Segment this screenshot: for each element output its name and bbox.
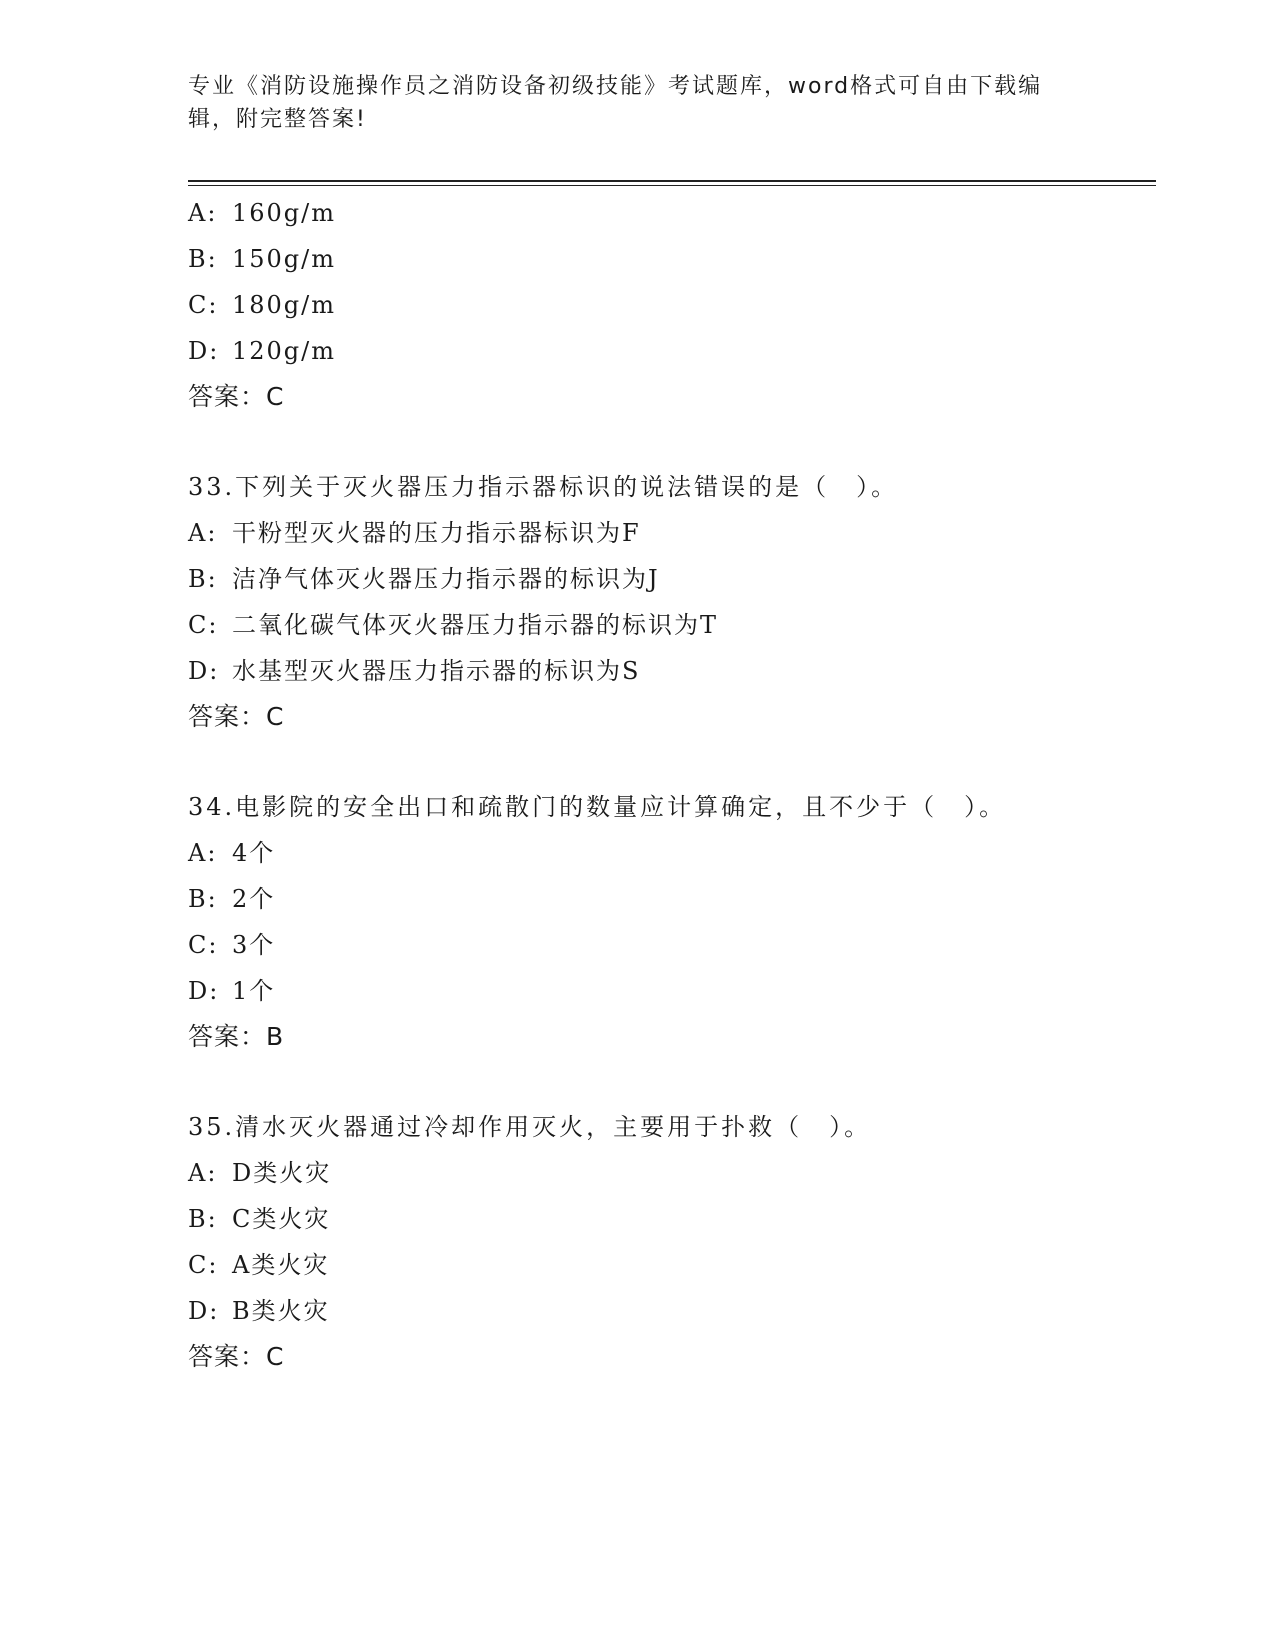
- option-d: D: B类火灾: [188, 1297, 330, 1325]
- question-stem: 35.清水灭火器通过冷却作用灭火，主要用于扑救（ ）。: [188, 1113, 872, 1141]
- option-a: A: D类火灾: [188, 1159, 332, 1187]
- option-c: C: 180g/m: [188, 291, 337, 319]
- option-d: D: 1个: [188, 977, 276, 1005]
- answer: 答案：B: [188, 1022, 285, 1051]
- option-c: C: 二氧化碳气体灭火器压力指示器的标识为T: [188, 611, 719, 639]
- answer: 答案：C: [188, 382, 285, 411]
- option-a: A: 160g/m: [188, 199, 337, 227]
- question-stem: 34.电影院的安全出口和疏散门的数量应计算确定，且不少于（ ）。: [188, 793, 1007, 821]
- question-block-33: [188, 464, 1156, 740]
- page-header: 专业《消防设施操作员之消防设备初级技能》考试题库，word格式可自由下载编辑，附完整答案!: [188, 74, 1043, 132]
- question-block-carryover: [188, 190, 1156, 420]
- answer: 答案：C: [188, 1342, 285, 1371]
- option-b: B: 150g/m: [188, 245, 337, 273]
- option-b: B: 洁净气体灭火器压力指示器的标识为J: [188, 565, 660, 593]
- document-body: [188, 190, 1156, 1380]
- option-a: A: 4个: [188, 839, 276, 867]
- option-c: C: A类火灾: [188, 1251, 330, 1279]
- question-stem: 33.下列关于灭火器压力指示器标识的说法错误的是（ ）。: [188, 473, 899, 501]
- option-d: D: 120g/m: [188, 337, 337, 365]
- question-block-34: [188, 784, 1156, 1060]
- option-b: B: 2个: [188, 885, 276, 913]
- answer: 答案：C: [188, 702, 285, 731]
- option-d: D: 水基型灭火器压力指示器的标识为S: [188, 657, 641, 685]
- option-b: B: C类火灾: [188, 1205, 331, 1233]
- header-divider: [188, 180, 1156, 186]
- question-block-35: [188, 1104, 1156, 1380]
- option-a: A: 干粉型灭火器的压力指示器标识为F: [188, 519, 641, 547]
- option-c: C: 3个: [188, 931, 276, 959]
